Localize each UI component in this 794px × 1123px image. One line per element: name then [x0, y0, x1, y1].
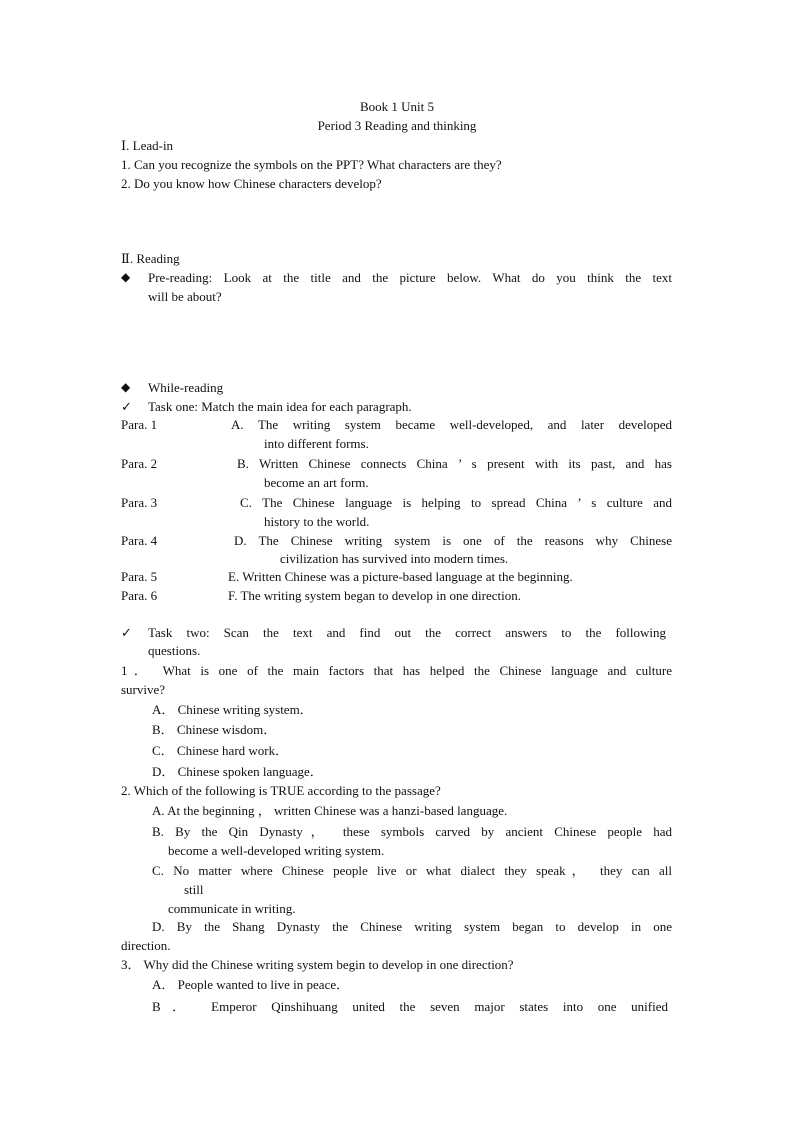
question-2-option-b-line-1: B. By the Qin Dynasty， these symbols carved by ancient Chinese people had — [152, 824, 672, 839]
question-3-option-b-line-1: B． Emperor Qinshihuang united the seven major states into one unified — [152, 999, 668, 1014]
task-two-line-2: questions. — [148, 643, 201, 658]
pre-reading-line-1: Pre-reading: Look at the title and the picture below. What do you think the text — [148, 270, 672, 285]
question-1-option-d: D． Chinese spoken language． — [152, 764, 323, 779]
para-2-label: Para. 2 — [121, 456, 158, 471]
pre-reading-line-2: will be about? — [148, 289, 222, 304]
question-2-option-d-line-2: direction. — [121, 938, 171, 953]
doc-title: Book 1 Unit 5 — [359, 99, 435, 114]
idea-a-line-2: into different forms. — [264, 436, 369, 451]
question-1-line-1: 1． What is one of the main factors that has helped the Chinese language and culture — [121, 663, 672, 678]
checkmark-icon: ✓ — [121, 399, 132, 414]
para-1-label: Para. 1 — [121, 417, 158, 432]
lead-in-question-2: 2. Do you know how Chinese characters develop? — [121, 176, 382, 191]
question-3-stem: 3． Why did the Chinese writing system begin to develop in one direction? — [121, 957, 514, 972]
idea-f: F. The writing system began to develop in one direction. — [228, 588, 521, 603]
para-3-label: Para. 3 — [121, 495, 158, 510]
idea-e: E. Written Chinese was a picture-based language at the beginning. — [228, 569, 573, 584]
question-2-option-c-line-1: C. No matter where Chinese people live or what dialect they speak， they can all — [152, 863, 672, 878]
checkmark-icon: ✓ — [121, 625, 132, 640]
question-1-line-2: survive? — [121, 682, 166, 697]
diamond-bullet-icon: ◆ — [121, 270, 131, 284]
idea-b-line-1: B. Written Chinese connects China ’ s present with its past, and has — [237, 456, 672, 471]
question-2-option-b-line-2: become a well-developed writing system. — [168, 843, 385, 858]
lead-in-heading: Ⅰ. Lead-in — [121, 138, 174, 153]
idea-c-line-2: history to the world. — [264, 514, 370, 529]
idea-d-line-1: D. The Chinese writing system is one of the reasons why Chinese — [234, 533, 672, 548]
diamond-bullet-icon: ◆ — [121, 380, 131, 394]
question-2-option-c-line-2: still — [184, 882, 204, 897]
task-one-instruction: Task one: Match the main idea for each paragraph. — [148, 399, 412, 414]
idea-b-line-2: become an art form. — [264, 475, 369, 490]
idea-a-line-1: A. The writing system became well-developed, and later developed — [231, 417, 672, 432]
question-2-option-d-line-1: D. By the Shang Dynasty the Chinese writing system began to develop in one — [152, 919, 672, 934]
question-1-option-c: C． Chinese hard work． — [152, 743, 289, 758]
task-two-line-1: Task two: Scan the text and find out the correct answers to the following — [148, 625, 666, 640]
idea-c-line-1: C. The Chinese language is helping to spread China ’ s culture and — [240, 495, 672, 510]
question-2-stem: 2. Which of the following is TRUE according to the passage? — [121, 783, 441, 798]
reading-heading: Ⅱ. Reading — [121, 251, 180, 266]
para-5-label: Para. 5 — [121, 569, 158, 584]
question-3-option-a: A． People wanted to live in peace． — [152, 977, 350, 992]
para-6-label: Para. 6 — [121, 588, 158, 603]
while-reading-label: While-reading — [148, 380, 224, 395]
para-4-label: Para. 4 — [121, 533, 158, 548]
question-1-option-a: A． Chinese writing system． — [152, 702, 313, 717]
question-2-option-a: A. At the beginning ， written Chinese was a hanzi-based language. — [152, 803, 508, 818]
question-1-option-b: B． Chinese wisdom． — [152, 722, 277, 737]
idea-d-line-2: civilization has survived into modern times. — [280, 551, 509, 566]
doc-subtitle: Period 3 Reading and thinking — [317, 118, 477, 133]
question-2-option-c-line-3: communicate in writing. — [168, 901, 296, 916]
lead-in-question-1: 1. Can you recognize the symbols on the PPT? What characters are they? — [121, 157, 502, 172]
